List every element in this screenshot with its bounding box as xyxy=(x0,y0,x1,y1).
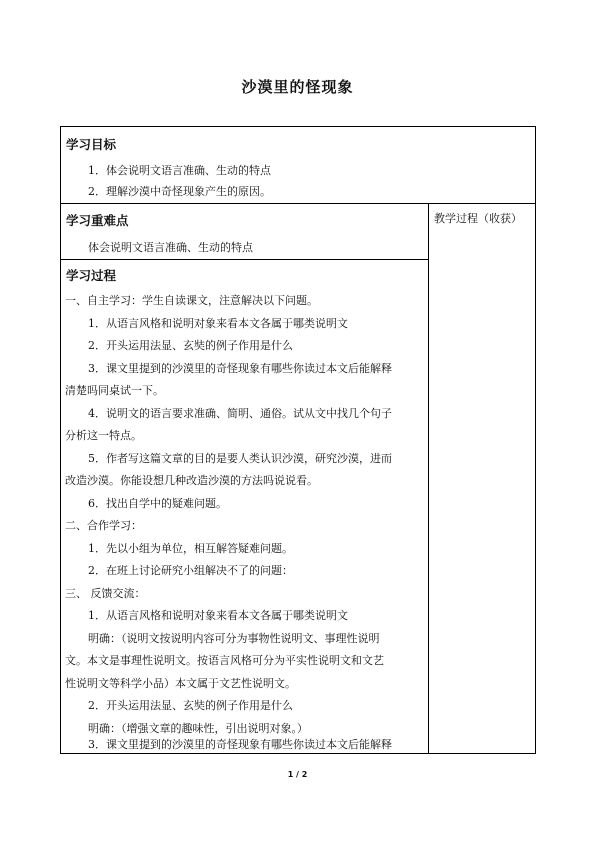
page-number: 1 / 2 xyxy=(287,770,308,779)
process-line: 2．开头运用法显、玄奘的例子作用是什么 xyxy=(88,339,293,352)
rule-after-keypoints xyxy=(60,259,428,260)
page-title: 沙漠里的怪现象 xyxy=(241,78,354,96)
process-line: 明确：（增强文章的趣味性，引出说明对象。） xyxy=(88,722,308,735)
rule-after-goals xyxy=(60,203,536,204)
process-line: 1．先以小组为单位，相互解答疑难问题。 xyxy=(88,542,293,555)
process-line: 文。本文是事理性说明文。按语言风格可分为平实性说明文和文艺 xyxy=(65,654,384,667)
process-line: 4．说明文的语言要求准确、简明、通俗。试从文中找几个句子 xyxy=(88,407,392,420)
goal-line: 1．体会说明文语言准确、生动的特点 xyxy=(88,164,271,177)
process-line: 性说明文等科学小品）本文属于文艺性说明文。 xyxy=(65,677,296,690)
right-column-divider xyxy=(428,203,429,754)
keypoint-line: 体会说明文语言准确、生动的特点 xyxy=(88,241,253,254)
process-line: 分析这一特点。 xyxy=(65,429,142,442)
process-line: 三、 反馈交流： xyxy=(65,587,146,600)
right-column-header: 教学过程（收获） xyxy=(434,212,522,225)
keypoints-heading: 学习重难点 xyxy=(66,213,129,228)
process-line: 改造沙漠。你能设想几种改造沙漠的方法吗说说看。 xyxy=(65,474,318,487)
process-line: 3．课文里提到的沙漠里的奇怪现象有哪些你读过本文后能解释 xyxy=(88,362,392,375)
goal-line: 2．理解沙漠中奇怪现象产生的原因。 xyxy=(88,185,271,198)
process-line: 5．作者写这篇文章的目的是要人类认识沙漠，研究沙漠，进而 xyxy=(88,452,392,465)
process-line: 清楚吗同桌试一下。 xyxy=(65,384,164,397)
goals-heading: 学习目标 xyxy=(66,137,117,152)
process-line: 明确：（说明文按说明内容可分为事物性说明文、事理性说明 xyxy=(88,632,380,645)
process-line: 2．开头运用法显、玄奘的例子作用是什么 xyxy=(88,699,293,712)
process-line: 一、自主学习：学生自读课文，注意解决以下问题。 xyxy=(65,294,318,307)
process-line: 6．找出自学中的疑难问题。 xyxy=(88,497,227,510)
process-line: 3．课文里提到的沙漠里的奇怪现象有哪些你读过本文后能解释 xyxy=(88,738,392,751)
process-line: 二、合作学习： xyxy=(65,519,142,532)
process-line: 1．从语言风格和说明对象来看本文各属于哪类说明文 xyxy=(88,317,348,330)
process-line: 2．在班上讨论研究小组解决不了的问题： xyxy=(88,564,293,577)
process-line: 1．从语言风格和说明对象来看本文各属于哪类说明文 xyxy=(88,609,348,622)
process-heading: 学习过程 xyxy=(66,268,117,283)
